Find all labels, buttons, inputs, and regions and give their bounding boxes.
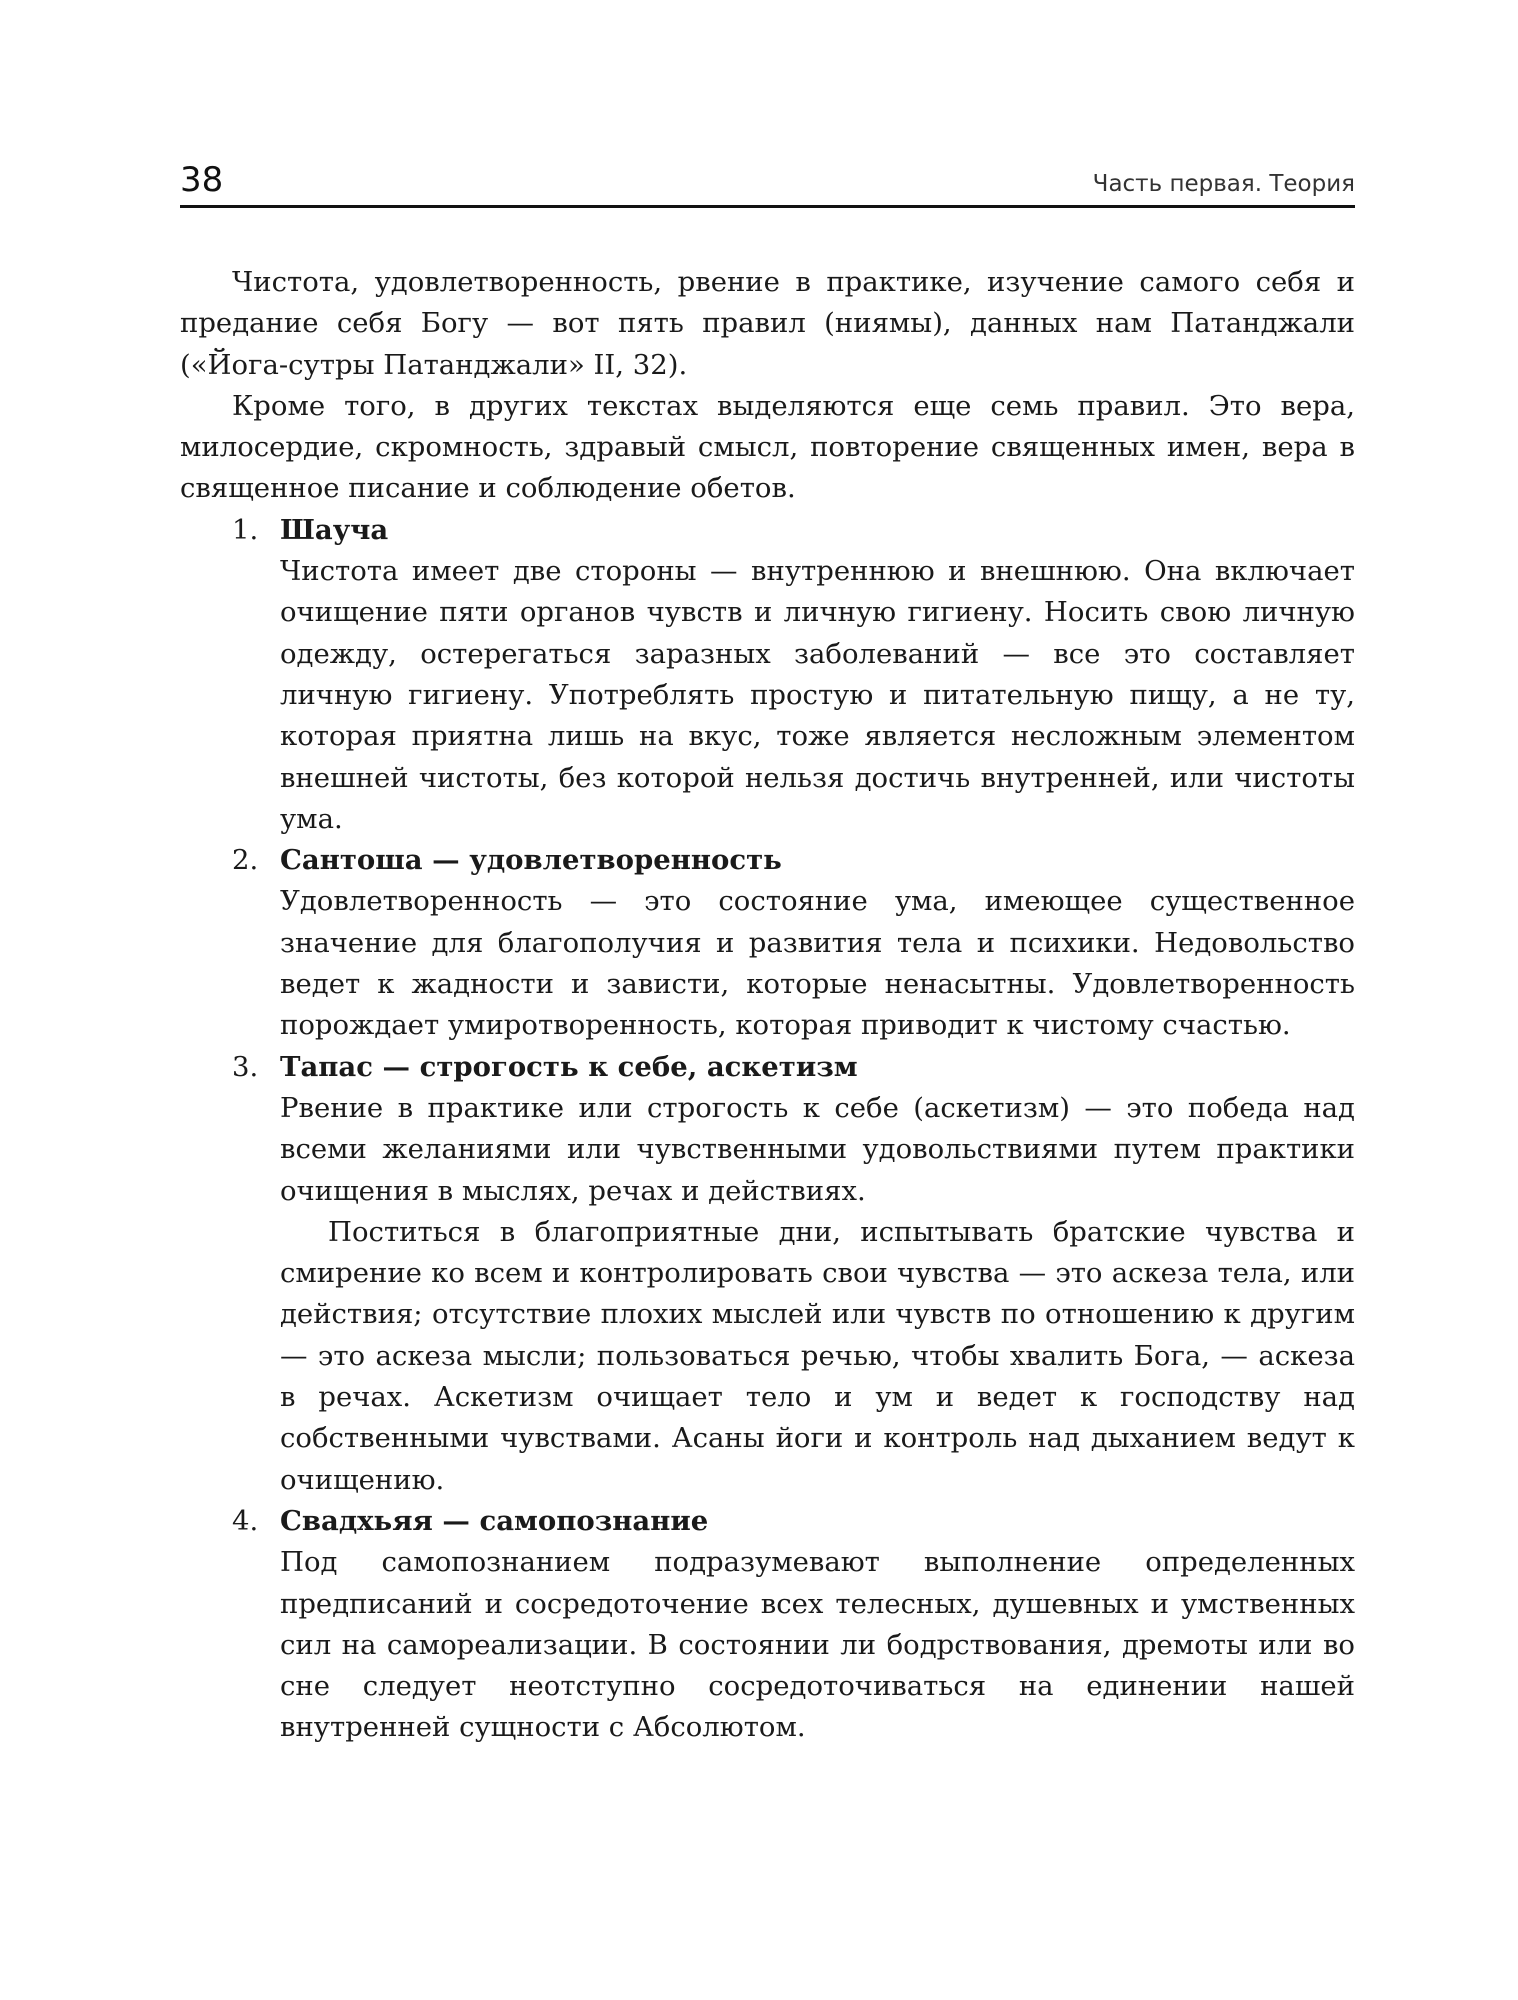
body-text bbox=[180, 262, 1355, 1749]
list-item bbox=[180, 840, 1355, 1046]
item-number: 1. bbox=[232, 513, 259, 546]
item-title: Шауча bbox=[280, 513, 389, 546]
intro-paragraph: Чистота, удовлетворенность, рвение в практике, изучение самого себя и предание себя Богу — вот пять правил (ниямы), данных нам Патанджали («Йога-сутры Патанджали» II, 32). bbox=[180, 266, 1355, 381]
item-text: Поститься в благоприятные дни, испытывать братские чувства и смирение ко всем и контролировать свои чувства — это аскеза тела, или действия; отсутствие плохих мыслей или чувств по отношению к другим — это аскеза мысли; пользоваться речью, чтобы хвалить Бога, — аскеза в речах. Аскетизм очищает тело и ум и ведет к господству над собственными чувствами. Асаны йоги и контроль над дыханием ведут к очищению. bbox=[280, 1215, 1355, 1496]
list-item bbox=[180, 1047, 1355, 1501]
item-text: Удовлетворенность — это состояние ума, имеющее существенное значение для благополучия и развития тела и психики. Недовольство ведет к жадности и зависти, которые ненасытны. Удовлетворенность порождает умиротворенность, которая приводит к чистому счастью. bbox=[280, 885, 1355, 1042]
item-text: Рвение в практике или строгость к себе (аскетизм) — это победа над всеми желаниями или чувственными удовольствиями путем практики очищения в мыслях, речах и действиях. bbox=[280, 1091, 1355, 1207]
item-text: Под самопознанием подразумевают выполнение определенных предписаний и сосредоточение всех телесных, душевных и умственных сил на самореализации. В состоянии ли бодрствования, дремоты или во сне следует неотступно сосредоточиваться на единении нашей внутренней сущности с Абсолютом. bbox=[280, 1546, 1355, 1744]
page-header bbox=[180, 160, 1355, 206]
list-item bbox=[180, 510, 1355, 840]
item-text: Чистота имеет две стороны — внутреннюю и внешнюю. Она включает очищение пяти органов чувств и личную гигиену. Носить свою личную одежду, остерегаться заразных заболеваний — все это составляет личную гигиену. Употреблять простую и питательную пищу, а не ту, которая приятна лишь на вкус, тоже является несложным элементом внешней чистоты, без которой нельзя достичь внутренней, или чистоты ума. bbox=[280, 555, 1355, 835]
item-title: Свадхьяя — самопознание bbox=[280, 1504, 709, 1537]
header-rule bbox=[180, 205, 1355, 208]
item-number: 4. bbox=[232, 1504, 259, 1537]
list-item bbox=[180, 1501, 1355, 1749]
running-title: Часть первая. Теория bbox=[1092, 171, 1355, 197]
niyama-list bbox=[180, 510, 1355, 1749]
item-number: 2. bbox=[232, 844, 259, 877]
item-title: Сантоша — удовлетворенность bbox=[280, 844, 782, 877]
item-title: Тапас — строгость к себе, аскетизм bbox=[280, 1050, 858, 1083]
page-number: 38 bbox=[180, 160, 224, 200]
item-number: 3. bbox=[232, 1050, 259, 1083]
intro-paragraph: Кроме того, в других текстах выделяются еще семь правил. Это вера, милосердие, скромность, здравый смысл, повторение священных имен, вера в священное писание и соблюдение обетов. bbox=[180, 389, 1355, 505]
